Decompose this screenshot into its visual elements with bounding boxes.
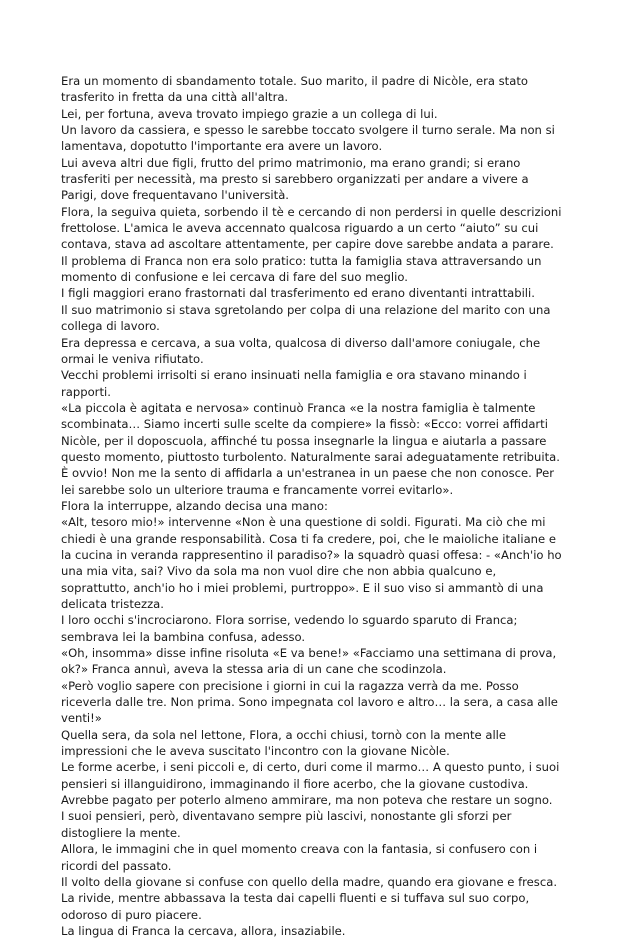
text-line: Lui aveva altri due figli, frutto del primo matrimonio, ma erano grandi; si erano bbox=[61, 155, 521, 170]
text-line: Vecchi problemi irrisolti si erano insinuati nella famiglia e ora stavano minando i bbox=[61, 368, 527, 383]
text-line: Flora la interruppe, alzando decisa una mano: bbox=[61, 498, 328, 513]
text-line: trasferiti per necessità, ma presto si sarebbero organizzati per andare a vivere a bbox=[61, 172, 529, 187]
text-line: pensieri si illanguidirono, immaginando il fiore acerbo, che la giovane custodiva. bbox=[61, 776, 529, 791]
text-line: I suoi pensieri, però, diventavano sempre più lascivi, nonostante gli sforzi per bbox=[61, 809, 512, 824]
text-line: odoroso di puro piacere. bbox=[61, 907, 202, 922]
text-line: lamentava, dopotutto l'importante era avere un lavoro. bbox=[61, 139, 383, 154]
text-line: riceverla dalle tre. Non prima. Sono impegnata col lavoro e altro… la sera, a casa alle bbox=[61, 695, 558, 710]
text-line: Nicòle, per il doposcuola, affinché tu possa insegnarle la lingua e aiutarla a passare bbox=[61, 433, 547, 448]
text-line: rapporti. bbox=[61, 384, 111, 399]
text-line: La rivide, mentre abbassava la testa dai capelli fluenti e si tuffava sul suo corpo, bbox=[61, 891, 530, 906]
text-line: «La piccola è agitata e nervosa» continuò Franca «e la nostra famiglia è talmente bbox=[61, 400, 536, 415]
text-line: momento di confusione e lei cercava di fare del suo meglio. bbox=[61, 270, 408, 285]
text-line: Era un momento di sbandamento totale. Suo marito, il padre di Nicòle, era stato bbox=[61, 74, 528, 88]
text-line: I figli maggiori erano frastornati dal trasferimento ed erano diventanti intrattabili. bbox=[61, 286, 535, 301]
text-line: Era depressa e cercava, a sua volta, qualcosa di diverso dall'amore coniugale, che bbox=[61, 335, 541, 350]
text-line: Un lavoro da cassiera, e spesso le sarebbe toccato svolgere il turno serale. Ma non si bbox=[61, 123, 555, 138]
text-line: Avrebbe pagato per poterlo almeno ammirare, ma non poteva che restare un sogno. bbox=[61, 793, 553, 808]
text-line: Allora, le immagini che in quel momento creava con la fantasia, si confusero con i bbox=[61, 842, 538, 857]
text-line: una mia vita, sai? Vivo da sola ma non vuol dire che non abbia qualcuno e, bbox=[61, 564, 497, 579]
text-line: I loro occhi s'incrociarono. Flora sorrise, vedendo lo sguardo sparuto di Franca; bbox=[61, 613, 518, 628]
text-line: «Alt, tesoro mio!» intervenne «Non è una questione di soldi. Figurati. Ma ciò che mi bbox=[61, 515, 546, 530]
text-line: ricordi del passato. bbox=[61, 858, 172, 873]
text-line: la cucina in veranda rappresentino il paradiso?» la squadrò quasi offesa: - «Anch'io ho bbox=[61, 547, 562, 562]
text-line: frettolose. L'amica le aveva accennato qualcosa riguardo a un certo “aiuto” su cui bbox=[61, 221, 539, 236]
text-line: sembrava lei la bambina confusa, adesso. bbox=[61, 629, 306, 644]
text-line: Quella sera, da sola nel lettone, Flora, a occhi chiusi, tornò con la mente alle bbox=[61, 727, 507, 742]
text-line: Il suo matrimonio si stava sgretolando per colpa di una relazione del marito con una bbox=[61, 302, 551, 317]
text-line: impressioni che le aveva suscitato l'incontro con la giovane Nicòle. bbox=[61, 744, 450, 759]
text-line: Lei, per fortuna, aveva trovato impiego grazie a un collega di lui. bbox=[61, 106, 438, 121]
text-line: lei sarebbe solo un ulteriore trauma e francamente vorrei evitarlo». bbox=[61, 482, 454, 497]
text-line: distogliere la mente. bbox=[61, 825, 181, 840]
text-line: chiedi è una grande responsabilità. Cosa ti fa credere, poi, che le maioliche italiane e bbox=[61, 531, 556, 546]
text-line: delicata tristezza. bbox=[61, 597, 164, 611]
text-line: venti!» bbox=[61, 711, 102, 726]
text-line: Le forme acerbe, i seni piccoli e, di certo, duri come il marmo… A questo punto, i suoi bbox=[61, 760, 560, 775]
text-line: È ovvio! Non me la sento di affidarla a un'estranea in un paese che non conosce. Per bbox=[61, 466, 555, 481]
text-line: contava, stava ad ascoltare attentamente, per capire dove sarebbe andata a parare. bbox=[61, 237, 554, 252]
text-line: Il problema di Franca non era solo pratico: tutta la famiglia stava attraversando un bbox=[61, 253, 542, 268]
text-line: «Però voglio sapere con precisione i giorni in cui la ragazza verrà da me. Posso bbox=[61, 678, 519, 693]
text-line: trasferito in fretta da una città all'altra. bbox=[61, 90, 289, 105]
text-line: Parigi, dove frequentavano l'università. bbox=[61, 188, 289, 203]
text-line: La lingua di Franca la cercava, allora, insaziabile. bbox=[61, 923, 346, 938]
text-line: soprattutto, anch'io ho i miei problemi, purtroppo». E il suo viso si ammantò di una bbox=[61, 580, 544, 595]
text-line: collega di lavoro. bbox=[61, 319, 160, 334]
text-line: «Oh, insomma» disse infine risoluta «E va bene!» «Facciamo una settimana di prova, bbox=[61, 646, 557, 661]
text-line: ok?» Franca annuì, aveva la stessa aria di un cane che scodinzola. bbox=[61, 662, 447, 677]
document-body bbox=[61, 73, 581, 939]
text-line: ormai le veniva rifiutato. bbox=[61, 351, 204, 366]
text-line: Il volto della giovane si confuse con quello della madre, quando era giovane e fresca. bbox=[61, 874, 558, 889]
text-line: Flora, la seguiva quieta, sorbendo il tè e cercando di non perdersi in quelle descrizioni bbox=[61, 204, 562, 219]
text-line: scombinata… Siamo incerti sulle scelte da compiere» la fissò: «Ecco: vorrei affidarti bbox=[61, 417, 548, 432]
text-line: questo momento, piuttosto turbolento. Naturalmente sarai adeguatamente retribuita. bbox=[61, 449, 560, 464]
